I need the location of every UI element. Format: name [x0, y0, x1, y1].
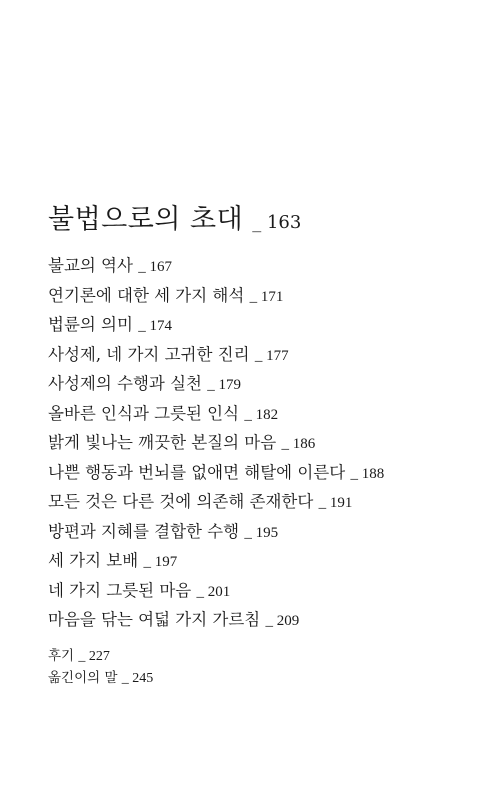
back-matter-entry — [48, 667, 153, 689]
chapter-heading — [48, 200, 301, 243]
toc-entry — [48, 431, 384, 461]
toc-entry — [48, 284, 384, 314]
toc-entry — [48, 608, 384, 638]
toc-entry — [48, 461, 384, 491]
toc-entry-page: _ 191 — [318, 495, 353, 511]
toc-entry-page: _ 167 — [138, 259, 172, 275]
toc-entry — [48, 372, 384, 402]
toc-entry-title: 법륜의 의미 — [48, 315, 133, 334]
toc-entry-page: _ 174 — [138, 318, 172, 334]
toc-entry-page: _ 182 — [244, 406, 279, 423]
toc-entry — [48, 313, 384, 343]
toc-entry-title: 마음을 닦는 여덟 가지 가르침 — [48, 610, 261, 629]
toc-entry-page: _ 179 — [207, 377, 241, 393]
back-matter-page: _ 227 — [78, 649, 110, 664]
toc-entry-page: _ 177 — [254, 347, 289, 364]
toc-entry-page: _ 201 — [196, 583, 231, 600]
toc-entry-page: _ 186 — [281, 436, 316, 452]
toc-entry — [48, 579, 384, 609]
toc-entry-title: 사성제, 네 가지 고귀한 진리 — [48, 344, 250, 364]
section-list — [48, 254, 384, 638]
toc-entry-page: _ 209 — [265, 613, 300, 629]
chapter-page-number: _ 163 — [252, 212, 302, 233]
toc-entry-title: 네 가지 그릇된 마음 — [48, 580, 192, 600]
toc-entry-page: _ 195 — [244, 524, 279, 541]
toc-entry — [48, 520, 384, 550]
toc-entry-title: 올바른 인식과 그릇된 인식 — [48, 403, 240, 423]
toc-entry-title: 연기론에 대한 세 가지 해석 — [48, 285, 245, 305]
chapter-title: 불법으로의 초대 — [48, 204, 244, 235]
toc-entry — [48, 254, 384, 284]
toc-entry — [48, 490, 384, 520]
toc-entry-page: _ 197 — [143, 554, 178, 570]
back-matter-title: 후기 — [48, 648, 75, 664]
toc-entry — [48, 549, 384, 579]
toc-entry-page: _ 188 — [350, 465, 385, 482]
toc-entry-title: 사성제의 수행과 실천 — [48, 374, 202, 393]
back-matter-list — [48, 645, 153, 689]
toc-entry-page: _ 171 — [249, 288, 284, 305]
toc-entry-title: 나쁜 행동과 번뇌를 없애면 해탈에 이른다 — [48, 462, 346, 482]
toc-entry — [48, 343, 384, 373]
toc-entry-title: 불교의 역사 — [48, 256, 133, 275]
toc-entry-title: 모든 것은 다른 것에 의존해 존재한다 — [48, 492, 314, 511]
toc-entry-title: 세 가지 보배 — [48, 551, 139, 570]
toc-entry — [48, 402, 384, 432]
back-matter-entry — [48, 645, 153, 667]
toc-entry-title: 밝게 빛나는 깨끗한 본질의 마음 — [48, 433, 277, 452]
back-matter-title: 옮긴이의 말 — [48, 670, 118, 686]
back-matter-page: _ 245 — [121, 671, 154, 686]
toc-entry-title: 방편과 지혜를 결합한 수행 — [48, 521, 240, 541]
